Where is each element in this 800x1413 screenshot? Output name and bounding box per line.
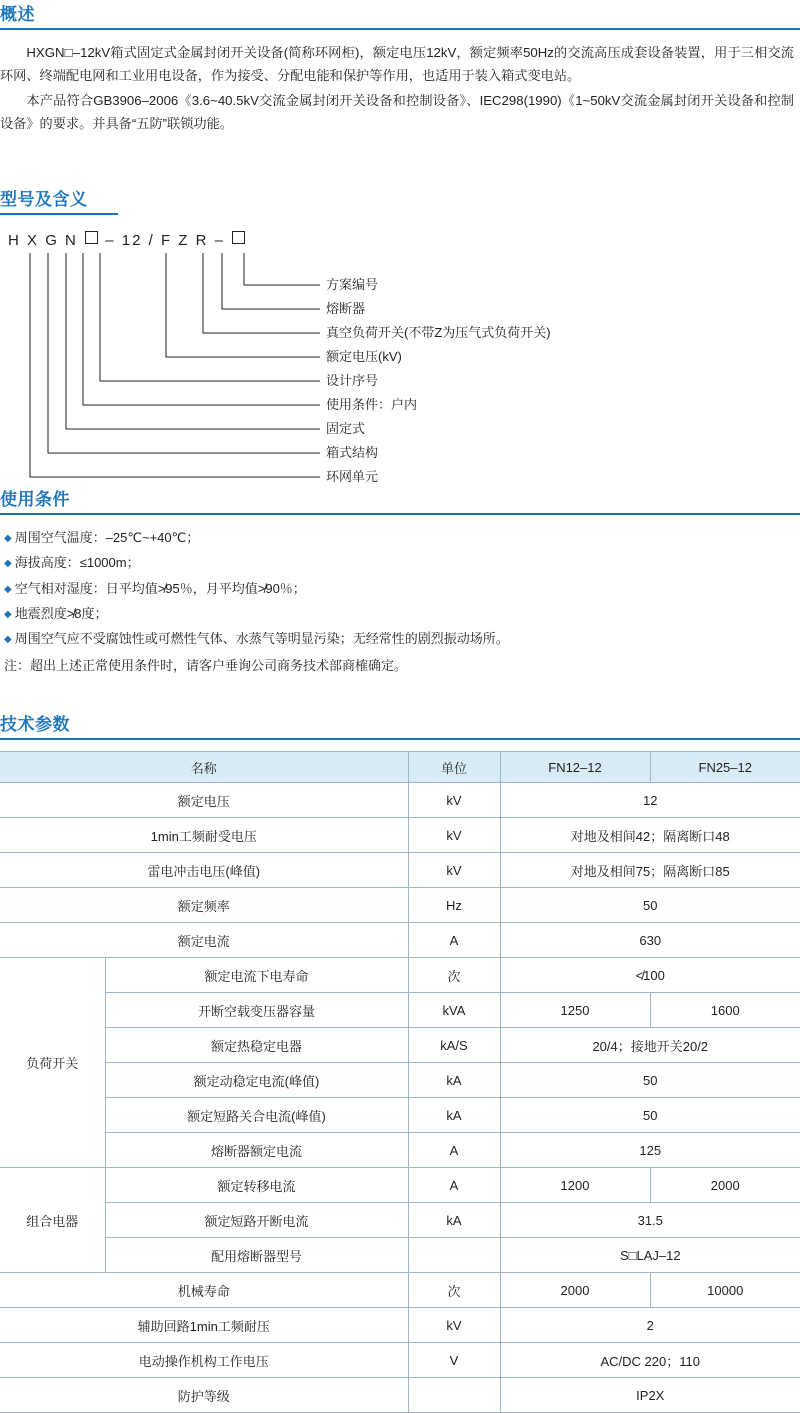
- model-code-f: F: [160, 232, 173, 249]
- list-item: [4, 626, 800, 651]
- model-code-slash: /: [148, 232, 155, 249]
- table-cell-value: 50: [500, 1098, 800, 1133]
- table-head: [0, 752, 800, 783]
- diamond-bullet-icon: ◆: [4, 533, 12, 544]
- model-code-12: 12: [121, 232, 143, 249]
- condition-text-5: 周围空气应不受腐蚀性或可燃性气体、水蒸气等明显污染；无经常性的剧烈振动场所。: [14, 631, 509, 647]
- model-code-box-2: [232, 231, 245, 244]
- table-cell-value-fn25: 1600: [650, 993, 800, 1028]
- table-header-row: [0, 752, 800, 783]
- table-cell-unit: [408, 1238, 500, 1273]
- model-code-dash-2: –: [214, 232, 225, 249]
- table-cell-value: 31.5: [500, 1203, 800, 1238]
- table-row: [0, 783, 800, 818]
- table-cell-name: 额定短路开断电流: [105, 1203, 408, 1238]
- table-cell-name: 额定短路关合电流(峰值): [105, 1098, 408, 1133]
- leader-lines-svg: [0, 251, 360, 501]
- model-label-8: 箱式结构: [326, 445, 379, 460]
- table-row: [0, 1203, 800, 1238]
- table-cell-value: ≮100: [500, 958, 800, 993]
- table-cell-unit: A: [408, 1133, 500, 1168]
- tech-params-table: [0, 751, 800, 1413]
- model-code-r: R: [195, 232, 209, 249]
- table-cell-name: 配用熔断器型号: [105, 1238, 408, 1273]
- model-heading: 型号及含义: [0, 190, 88, 209]
- table-cell-unit: kVA: [408, 993, 500, 1028]
- table-row: [0, 1133, 800, 1168]
- model-label-2: 熔断器: [326, 301, 366, 316]
- table-cell-unit: kA: [408, 1063, 500, 1098]
- table-body: [0, 783, 800, 1413]
- diamond-bullet-icon: ◆: [4, 558, 12, 570]
- condition-text-1: 周围空气温度：–25℃~+40℃；: [14, 530, 200, 545]
- table-cell-name: 辅助回路1min工频耐压: [0, 1308, 408, 1343]
- table-cell-value: 630: [500, 923, 800, 958]
- tech-heading-rule: [0, 738, 800, 740]
- table-cell-value: 50: [500, 1063, 800, 1098]
- table-cell-name: 熔断器额定电流: [105, 1133, 408, 1168]
- table-row: [0, 853, 800, 888]
- table-cell-unit: kV: [408, 783, 500, 818]
- model-code: [0, 215, 800, 249]
- table-row: [0, 923, 800, 958]
- table-cell-unit: A: [408, 923, 500, 958]
- table-cell-name: 1min工频耐受电压: [0, 818, 408, 853]
- table-cell-unit: kV: [408, 818, 500, 853]
- table-cell-unit: 次: [408, 1273, 500, 1308]
- table-cell-value: 12: [500, 783, 800, 818]
- table-row: [0, 1098, 800, 1133]
- condition-text-2: 海拔高度：≤1000m；: [14, 555, 140, 571]
- table-row: [0, 1343, 800, 1378]
- table-cell-value: 20/4；接地开关20/2: [500, 1028, 800, 1063]
- model-label-6: 使用条件：户内: [326, 397, 418, 412]
- table-header-unit: 单位: [408, 752, 500, 783]
- model-code-dash-1: –: [105, 232, 116, 249]
- list-item: [4, 601, 800, 626]
- table-cell-name: 雷电冲击电压(峰值): [0, 853, 408, 888]
- table-cell-name: 额定电流: [0, 923, 408, 958]
- model-label-1: 方案编号: [326, 277, 379, 292]
- table-cell-name: 防护等级: [0, 1378, 408, 1413]
- table-cell-name: 额定频率: [0, 888, 408, 923]
- condition-text-3: 空气相对湿度：日平均值≯95％，月平均值≯90％；: [14, 580, 306, 596]
- model-label-5: 设计序号: [326, 373, 379, 388]
- model-designation-section: [0, 185, 800, 501]
- table-cell-value: 50: [500, 888, 800, 923]
- table-cell-name: 额定电压: [0, 783, 408, 818]
- table-cell-name: 机械寿命: [0, 1273, 408, 1308]
- list-item: [4, 525, 800, 550]
- conditions-note: 注：超出上述正常使用条件时，请客户垂询公司商务技术部商榷确定。: [4, 657, 408, 673]
- table-row: [0, 1308, 800, 1343]
- model-label-3: 真空负荷开关(不带Z为压气式负荷开关): [326, 325, 551, 340]
- table-row: [0, 1273, 800, 1308]
- table-row: [0, 1378, 800, 1413]
- model-leader-diagram: [0, 251, 800, 501]
- table-cell-name: 额定转移电流: [105, 1168, 408, 1203]
- conditions-list: [0, 515, 800, 652]
- model-code-x: X: [27, 232, 40, 249]
- model-code-g: G: [45, 232, 59, 249]
- table-header-fn12: FN12–12: [500, 752, 650, 783]
- table-cell-value: 125: [500, 1133, 800, 1168]
- table-row: [0, 1063, 800, 1098]
- diamond-bullet-icon: ◆: [4, 583, 12, 595]
- list-item: [4, 550, 800, 575]
- table-row: [0, 1168, 800, 1203]
- diamond-bullet-icon: ◆: [4, 634, 12, 646]
- table-cell-group: 负荷开关: [0, 958, 105, 1168]
- table-row: [0, 993, 800, 1028]
- model-code-z: Z: [178, 232, 190, 249]
- table-cell-unit: Hz: [408, 888, 500, 923]
- table-row: [0, 888, 800, 923]
- diamond-bullet-icon: ◆: [4, 609, 12, 621]
- condition-text-4: 地震烈度≯8度；: [14, 606, 108, 622]
- table-cell-name: 额定热稳定电器: [105, 1028, 408, 1063]
- overview-section: [0, 0, 800, 135]
- table-cell-unit: 次: [408, 958, 500, 993]
- conditions-section: [0, 485, 800, 677]
- table-row: [0, 958, 800, 993]
- table-cell-name: 额定电流下电寿命: [105, 958, 408, 993]
- table-cell-unit: [408, 1378, 500, 1413]
- table-row: [0, 1028, 800, 1063]
- tech-params-section: [0, 710, 800, 1413]
- model-code-box-1: [85, 231, 98, 244]
- overview-paragraph-2: 本产品符合GB3906–2006《3.6~40.5kV交流金属封闭开关设备和控制设备》、IEC298(1990)《1~50kV交流金属封闭开关设备和控制设备》的要求。并具备“五防”联锁功能。: [0, 93, 794, 132]
- table-cell-value: IP2X: [500, 1378, 800, 1413]
- table-cell-unit: kV: [408, 853, 500, 888]
- table-cell-name: 电动操作机构工作电压: [0, 1343, 408, 1378]
- table-cell-value-fn25: 2000: [650, 1168, 800, 1203]
- table-cell-unit: kV: [408, 1308, 500, 1343]
- table-cell-unit: kA: [408, 1203, 500, 1238]
- table-row: [0, 1238, 800, 1273]
- table-cell-value: 2: [500, 1308, 800, 1343]
- list-item: [4, 576, 800, 601]
- tech-heading: 技术参数: [0, 715, 70, 734]
- model-code-n: N: [65, 232, 78, 249]
- table-cell-value-fn25: 10000: [650, 1273, 800, 1308]
- table-cell-unit: kA/S: [408, 1028, 500, 1063]
- model-label-4: 额定电压(kV): [326, 349, 402, 364]
- table-cell-unit: A: [408, 1168, 500, 1203]
- table-cell-value-fn12: 1250: [500, 993, 650, 1028]
- table-cell-unit: V: [408, 1343, 500, 1378]
- overview-paragraph-1: HXGN□–12kV箱式固定式金属封闭开关设备(简称环网柜)，额定电压12kV，额定频率50Hz的交流高压成套设备装置，用于三相交流环网、终端配电网和工业用电设备，作为接受、分配电能和保护等作用，也适用于装入箱式变电站。: [0, 45, 794, 84]
- table-cell-value: S□LAJ–12: [500, 1238, 800, 1273]
- table-cell-value: 对地及相间75；隔离断口85: [500, 853, 800, 888]
- table-header-fn25: FN25–12: [650, 752, 800, 783]
- table-cell-value-fn12: 2000: [500, 1273, 650, 1308]
- table-cell-name: 额定动稳定电流(峰值): [105, 1063, 408, 1098]
- table-cell-value: AC/DC 220；110: [500, 1343, 800, 1378]
- conditions-heading: 使用条件: [0, 490, 70, 509]
- table-cell-unit: kA: [408, 1098, 500, 1133]
- model-label-7: 固定式: [326, 421, 366, 436]
- table-row: [0, 818, 800, 853]
- table-cell-name: 开断空载变压器容量: [105, 993, 408, 1028]
- model-label-9: 环网单元: [326, 469, 379, 484]
- table-header-name: 名称: [0, 752, 408, 783]
- overview-heading: 概述: [0, 5, 35, 24]
- model-code-h: H: [8, 232, 21, 249]
- table-cell-value: 对地及相间42；隔离断口48: [500, 818, 800, 853]
- table-cell-group: 组合电器: [0, 1168, 105, 1273]
- overview-body: [0, 30, 800, 135]
- table-cell-value-fn12: 1200: [500, 1168, 650, 1203]
